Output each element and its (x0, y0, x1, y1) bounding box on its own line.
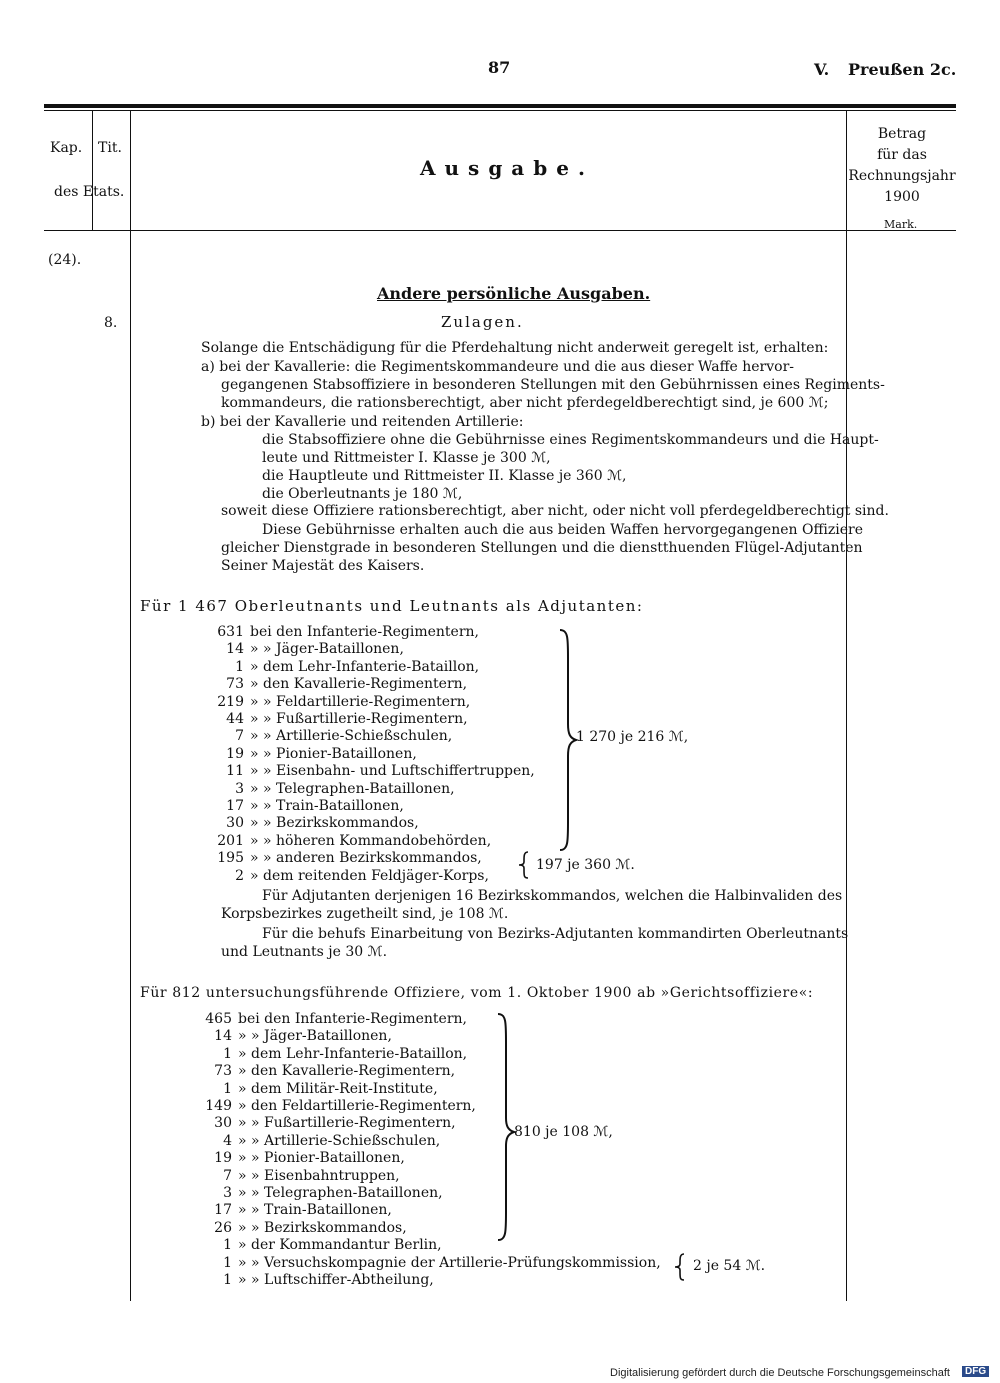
einarbeitung-line-2: und Leutnants je 30 ℳ. (221, 944, 388, 960)
tit-ref: 8. (104, 315, 118, 331)
tit-header: Tit. (98, 140, 122, 156)
list-item: 3 » » Telegraphen-Bataillonen, (223, 1185, 443, 1202)
des-etats-header: des Etats. (54, 184, 125, 200)
b-line-4: die Hauptleute und Rittmeister II. Klasse je 360 ℳ, (262, 468, 627, 484)
dfg-logo: DFG (962, 1366, 989, 1377)
diese-line-1: Diese Gebührnisse erhalten auch die aus beiden Waffen hervorgegangenen Offiziere (262, 522, 863, 538)
page-number: 87 (488, 58, 511, 77)
list-item: 14 » » Jäger-Bataillonen, (214, 1028, 392, 1045)
digitization-credit: Digitalisierung gefördert durch die Deutsche Forschungsgemeinschaft (610, 1367, 950, 1379)
ausgabe-title: Ausgabe. (420, 156, 594, 180)
left-column-rule (130, 111, 131, 1301)
list-item: 26 » » Bezirkskommandos, (214, 1219, 407, 1236)
ger-sum-2: 2 je 54 ℳ. (693, 1258, 766, 1274)
list-item: 14 » » Jäger-Bataillonen, (226, 641, 404, 658)
list-item: 17 » » Train-Bataillonen, (214, 1202, 392, 1219)
list-item: 44 » » Fußartillerie-Regimentern, (226, 711, 468, 728)
b-line-6: soweit diese Offiziere rationsberechtigt, aber nicht, oder nicht voll pferdegeldberechtigt sind. (221, 503, 889, 519)
brace-adj-1 (540, 628, 580, 852)
list-item: 195 » » anderen Bezirkskommandos, (217, 850, 482, 867)
list-item: 73 » den Kavallerie-Regimentern, (226, 676, 468, 693)
mark-header: Mark. (884, 218, 918, 231)
section-heading: Andere persönliche Ausgaben. (377, 284, 651, 303)
zulagen-heading: Zulagen. (441, 313, 524, 331)
ger-sum-1: 810 je 108 ℳ, (514, 1124, 613, 1140)
top-thin-rule (44, 110, 956, 111)
betrag-header (848, 124, 956, 208)
list-item: 19 » » Pionier-Bataillonen, (226, 745, 417, 762)
list-item: 631 bei den Infanterie-Regimentern, (217, 624, 479, 640)
list-item: 17 » » Train-Bataillonen, (226, 798, 404, 815)
list-item: 2 » dem reitenden Feldjäger-Korps, (235, 867, 489, 884)
betrag-line-1: Betrag (877, 126, 927, 142)
list-item: 201 » » höheren Kommandobehörden, (217, 832, 492, 849)
brace-ger-2 (670, 1252, 692, 1282)
kap-ref: (24). (48, 252, 82, 268)
list-item: 1 » der Kommandantur Berlin, (223, 1237, 442, 1254)
intro-text: Solange die Entschädigung für die Pferdehaltung nicht anderweit geregelt ist, erhalten: (201, 340, 829, 356)
kap-header: Kap. (50, 140, 83, 156)
b-line-3: leute und Rittmeister I. Klasse je 300 ℳ, (262, 450, 551, 466)
b-line-2: die Stabsoffiziere ohne die Gebührnisse eines Regimentskommandeurs und die Haupt- (262, 432, 879, 448)
adj-sum-2: 197 je 360 ℳ. (536, 857, 635, 873)
top-thick-rule (44, 104, 956, 108)
list-item: 73 » den Kavallerie-Regimentern, (214, 1063, 456, 1080)
a-line-3: kommandeurs, die rationsberechtigt, aber nicht pferdegeldberechtigt sind, je 600 ℳ; (221, 395, 829, 411)
a-line-2: gegangenen Stabsoffiziere in besonderen Stellungen mit den Gebührnissen eines Regiments- (221, 377, 885, 393)
right-column-rule (846, 111, 847, 1301)
b-line-5: die Oberleutnants je 180 ℳ, (262, 486, 463, 502)
list-item: 3 » » Telegraphen-Bataillonen, (235, 780, 455, 797)
list-item: 149 » den Feldartillerie-Regimentern, (205, 1098, 476, 1115)
country-heading: Preußen 2c. (848, 60, 957, 79)
list-item: 30 » » Bezirkskommandos, (226, 815, 419, 832)
diese-line-2: gleicher Dienstgrade in besonderen Stellungen und die dienstthuenden Flügel-Adjutanten (221, 540, 863, 556)
list-item: 1 » dem Lehr-Infanterie-Bataillon, (223, 1045, 468, 1062)
list-item: 19 » » Pionier-Bataillonen, (214, 1150, 405, 1167)
list-item: 1 » dem Militär-Reit-Institute, (223, 1080, 438, 1097)
a-line-1: a) bei der Kavallerie: die Regimentskommandeure und die aus dieser Waffe hervor- (201, 359, 795, 375)
list-item: 219 » » Feldartillerie-Regimentern, (217, 693, 471, 710)
list-item: 1 » » Versuchskompagnie der Artillerie-Prüfungskommission, (223, 1254, 661, 1271)
list-item: 465 bei den Infanterie-Regimentern, (205, 1011, 467, 1027)
betrag-line-2: für das (877, 147, 927, 163)
einarbeitung-line-1: Für die behufs Einarbeitung von Bezirks-Adjutanten kommandirten Oberleutnants (262, 926, 849, 942)
gerichtsoffiziere-heading: Für 812 untersuchungsführende Offiziere, vom 1. Oktober 1900 ab »Gerichtsoffiziere«: (140, 985, 814, 1001)
list-item: 7 » » Artillerie-Schießschulen, (235, 728, 453, 745)
section-number: V. (814, 60, 830, 79)
list-item: 4 » » Artillerie-Schießschulen, (223, 1132, 441, 1149)
betrag-line-3: Rechnungsjahr (848, 168, 956, 184)
list-item: 1 » dem Lehr-Infanterie-Bataillon, (235, 658, 480, 675)
halbinvaliden-line-2: Korpsbezirkes zugetheilt sind, je 108 ℳ. (221, 906, 509, 922)
brace-adj-2 (514, 850, 536, 880)
header-bottom-rule (44, 230, 956, 231)
gerichtsoffiziere-list (192, 1011, 661, 1290)
list-item: 7 » » Eisenbahntruppen, (223, 1167, 400, 1184)
adjutanten-heading: Für 1 467 Oberleutnants und Leutnants als Adjutanten: (140, 597, 644, 615)
diese-line-3: Seiner Majestät des Kaisers. (221, 558, 425, 574)
list-item: 1 » » Luftschiffer-Abtheilung, (223, 1272, 434, 1289)
halbinvaliden-line-1: Für Adjutanten derjenigen 16 Bezirkskommandos, welchen die Halbinvaliden des (262, 888, 843, 904)
betrag-line-4: 1900 (884, 189, 920, 205)
kap-tit-divider (92, 111, 93, 230)
adj-sum-1: 1 270 je 216 ℳ, (576, 729, 689, 745)
brace-ger-1 (478, 1012, 518, 1242)
b-line-1: b) bei der Kavallerie und reitenden Artillerie: (201, 414, 524, 430)
adjutanten-list (204, 624, 535, 885)
list-item: 11 » » Eisenbahn- und Luftschiffertruppen, (226, 763, 535, 780)
list-item: 30 » » Fußartillerie-Regimentern, (214, 1115, 456, 1132)
